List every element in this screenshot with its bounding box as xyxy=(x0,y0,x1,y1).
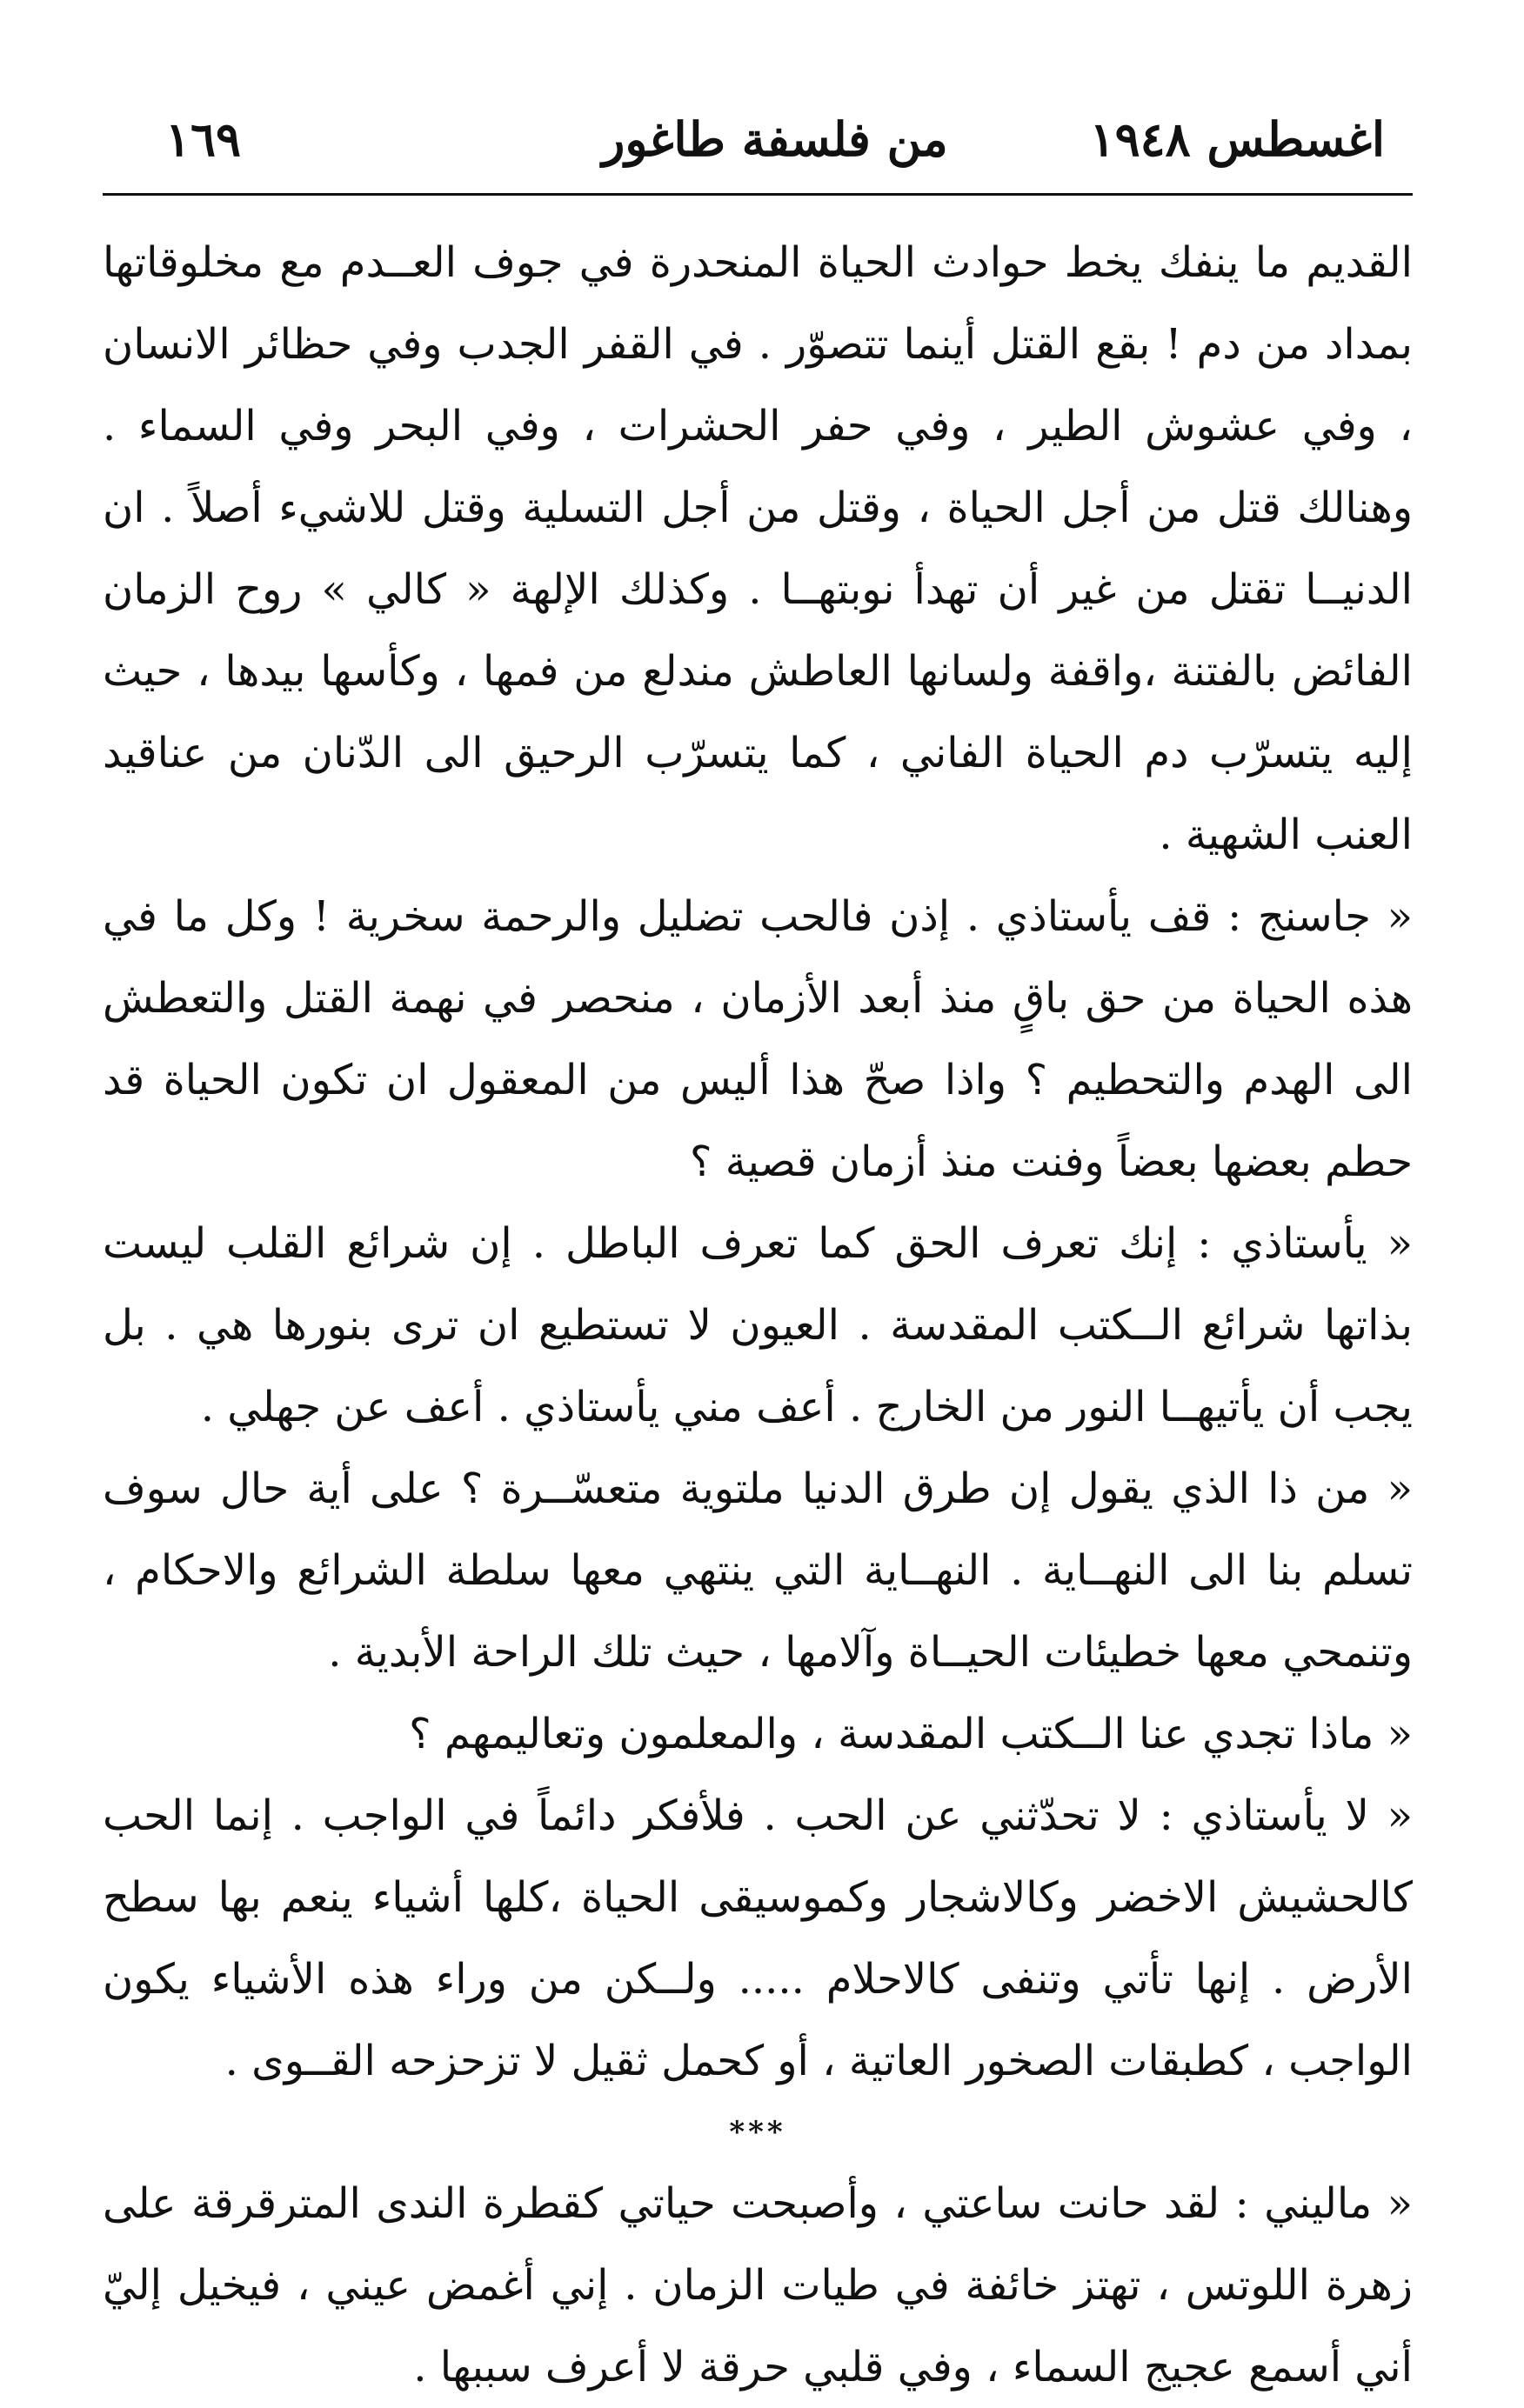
paragraph: « جاسنج : قف يأستاذي . إذن فالحب تضليل والرحمة سخرية ! وكل ما في هذه الحياة من حق باقٍ منذ أبعد الأزمان ، منحصر في نهمة القتل والتعطش الى الهدم والتحطيم ؟ واذا صحّ هذا أليس من المعقول ان تكون الحياة قد حطم بعضها بعضاً وفنت منذ أزمان قصية ؟ xyxy=(103,892,1414,1186)
paragraph: القديم ما ينفك يخط حوادث الحياة المنحدرة في جوف العــدم مع مخلوقاتها بمداد من دم ! بقع القتل أينما تتصوّر . في القفر الجدب وفي حظائر الانسان ، وفي عشوش الطير ، وفي حفر الحشرات ، وفي البحر وفي السماء . وهنالك قتل من أجل الحياة ، وقتل من أجل التسلية وقتل للاشيء أصلاً . ان الدنيــا تقتل من غير أن تهدأ نوبتهــا . وكذلك الإلهة « كالي » روح الزمان الفائض بالفتنة ،واقفة ولسانها العاطش مندلع من فمها ، وكأسها بيدها ، حيث إليه يتسرّب دم الحياة الفاني ، كما يتسرّب الرحيق الى الدّنان من عناقيد العنب الشهية . xyxy=(103,238,1414,859)
running-header xyxy=(165,104,1385,174)
paragraph: « لا يأستاذي : لا تحدّثني عن الحب . فلأفكر دائماً في الواجب . إنما الحب كالحشيش الاخضر وكالاشجار وكموسيقى الحياة ،كلها أشياء ينعم بها سطح الأرض . إنها تأتي وتنفى كالاحلام ..... ولــكن من وراء هذه الأشياء يكون الواجب ، كطبقات الصخور العاتية ، أو كحمل ثقيل لا تزحزحه القــوى . xyxy=(103,1791,1413,2085)
header-rule xyxy=(103,193,1413,196)
header-title: من فلسفة طاغور xyxy=(602,111,948,167)
section-separator: *** xyxy=(729,2115,786,2150)
paragraph: « ماليني : لقد حانت ساعتي ، وأصبحت حياتي كقطرة الندى المترقرقة على زهرة اللوتس ، تهتز خائفة في طيات الزمان . إني أغمض عيني ، فيخيل إليّ أني أسمع عجيج السماء ، وفي قلبي حرقة لا أعرف سببها . xyxy=(103,2179,1413,2391)
header-date: اغسطس ١٩٤٨ xyxy=(1089,111,1385,167)
page-number: ١٦٩ xyxy=(165,111,242,167)
body-text xyxy=(103,222,1413,2408)
paragraph: « يأستاذي : إنك تعرف الحق كما تعرف الباطل . إن شرائع القلب ليست بذاتها شرائع الــكتب المقدسة . العيون لا تستطيع ان ترى بنورها هي . بل يجب أن يأتيهــا النور من الخارج . أعف مني يأستاذي . أعف عن جهلي . xyxy=(103,1219,1413,1431)
paragraph: « ماذا تجدي عنا الــكتب المقدسة ، والمعلمون وتعاليمهم ؟ xyxy=(409,1710,1413,1758)
paragraph: « من ذا الذي يقول إن طرق الدنيا ملتوية متعسّــرة ؟ على أية حال سوف تسلم بنا الى النهــاية . النهــاية التي ينتهي معها سلطة الشرائع والاحكام ، وتنمحي معها خطيئات الحيــاة وآلامها ، حيث تلك الراحة الأبدية . xyxy=(103,1464,1413,1677)
